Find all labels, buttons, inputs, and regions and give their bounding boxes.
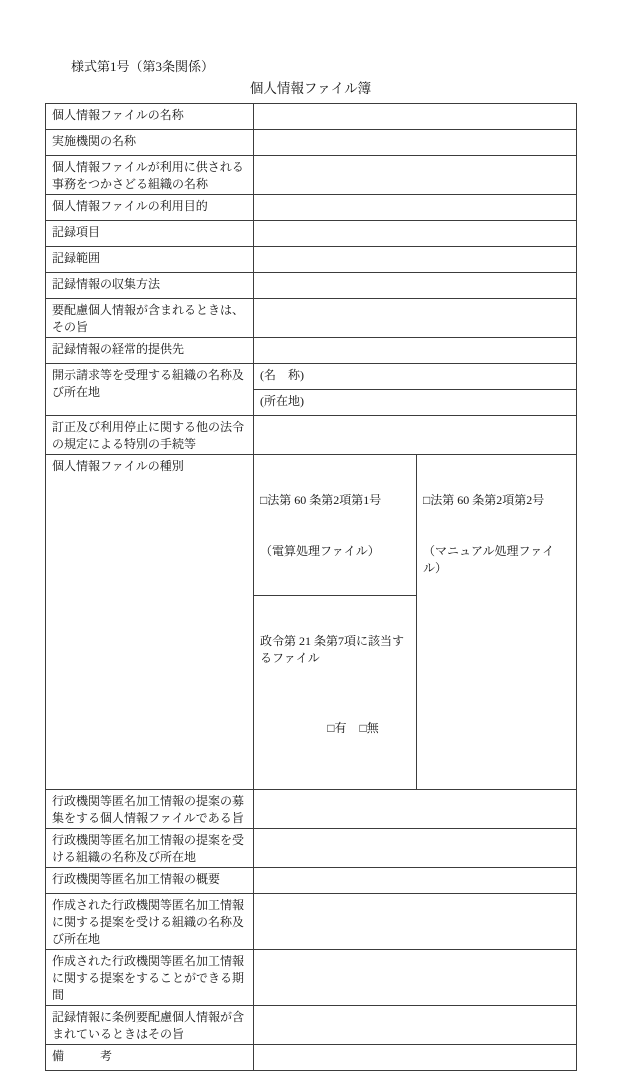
form-number: 様式第1号（第3条関係） (71, 59, 215, 74)
value-cell-correction-procedures (254, 416, 577, 455)
table-row (46, 156, 577, 195)
value-cell-collection-method (254, 273, 577, 299)
row-label-organization-in-charge: 個人情報ファイルが利用に供される事務をつかさどる組織の名称 (46, 156, 254, 195)
value-cell-category-manual (417, 455, 577, 790)
value-cell-disclosure-org-name: (名 称) (254, 364, 577, 390)
table-row (46, 221, 577, 247)
value-cell-created-anonymized-proposal-period (254, 950, 577, 1006)
value-cell-anonymized-proposal-recipient-org (254, 829, 577, 868)
row-label-disclosure-request-org: 開示請求等を受理する組織の名称及び所在地 (46, 364, 254, 416)
value-cell-created-anonymized-proposal-org (254, 894, 577, 950)
row-label-created-anonymized-proposal-org: 作成された行政機関等匿名加工情報に関する提案を受ける組織の名称及び所在地 (46, 894, 254, 950)
value-cell-remarks (254, 1045, 577, 1071)
row-label-anonymized-info-overview: 行政機関等匿名加工情報の概要 (46, 868, 254, 894)
value-cell-category-computerized (254, 455, 417, 596)
category-computerized-label: （電算処理ファイル） (260, 544, 380, 558)
row-label-purpose-of-use: 個人情報ファイルの利用目的 (46, 195, 254, 221)
value-cell-disclosure-org-address: (所在地) (254, 390, 577, 416)
yes-no-line (260, 703, 410, 754)
row-label-file-name: 個人情報ファイルの名称 (46, 104, 254, 130)
row-label-recorded-items: 記録項目 (46, 221, 254, 247)
value-cell-recorded-items (254, 221, 577, 247)
table-row (46, 416, 577, 455)
table-row (46, 790, 577, 829)
value-cell-anonymized-proposal-solicitation (254, 790, 577, 829)
checkbox-option-law60-2-2: □法第 60 条第2項第2号 (423, 493, 545, 507)
table-row (46, 868, 577, 894)
table-row (46, 1045, 577, 1071)
value-cell-ordinance-sensitive-info (254, 1006, 577, 1045)
cabinet-order-text: 政令第 21 条第7項に該当するファイル (260, 634, 405, 665)
category-manual-label: （マニュアル処理ファイル） (423, 544, 555, 575)
table-row (46, 364, 577, 390)
table-row (46, 130, 577, 156)
checkbox-option-law60-2-1: □法第 60 条第2項第1号 (260, 493, 382, 507)
row-label-anonymized-proposal-recipient-org: 行政機関等匿名加工情報の提案を受ける組織の名称及び所在地 (46, 829, 254, 868)
table-row (46, 894, 577, 950)
row-label-anonymized-proposal-solicitation: 行政機関等匿名加工情報の提案の募集をする個人情報ファイルである旨 (46, 790, 254, 829)
value-cell-file-name (254, 104, 577, 130)
row-label-remarks: 備 考 (46, 1045, 254, 1071)
value-cell-anonymized-info-overview (254, 868, 577, 894)
checkbox-yes: □有 (327, 721, 347, 735)
page-title: 個人情報ファイル簿 (249, 81, 372, 96)
table-row (46, 338, 577, 364)
row-label-agency-name: 実施機関の名称 (46, 130, 254, 156)
value-cell-cabinet-order-file (254, 596, 417, 790)
value-cell-organization-in-charge (254, 156, 577, 195)
row-label-ordinance-sensitive-info: 記録情報に条例要配慮個人情報が含まれているときはその旨 (46, 1006, 254, 1045)
table-row (46, 1006, 577, 1045)
row-label-created-anonymized-proposal-period: 作成された行政機関等匿名加工情報に関する提案をすることができる期間 (46, 950, 254, 1006)
checkbox-no: □無 (359, 721, 379, 735)
table-row (46, 950, 577, 1006)
table-row (46, 455, 577, 596)
table-row (46, 273, 577, 299)
table-row (46, 829, 577, 868)
table-row (46, 299, 577, 338)
row-label-correction-procedures: 訂正及び利用停止に関する他の法令の規定による特別の手続等 (46, 416, 254, 455)
row-label-collection-method: 記録情報の収集方法 (46, 273, 254, 299)
value-cell-sensitive-info (254, 299, 577, 338)
table-row (46, 104, 577, 130)
table-row (46, 247, 577, 273)
value-cell-purpose-of-use (254, 195, 577, 221)
row-label-record-scope: 記録範囲 (46, 247, 254, 273)
value-cell-record-scope (254, 247, 577, 273)
table-row (46, 195, 577, 221)
value-cell-agency-name (254, 130, 577, 156)
value-cell-routine-recipients (254, 338, 577, 364)
row-label-sensitive-info: 要配慮個人情報が含まれるときは、その旨 (46, 299, 254, 338)
row-label-file-category: 個人情報ファイルの種別 (46, 455, 254, 790)
personal-info-file-register-table (45, 103, 577, 1071)
row-label-routine-recipients: 記録情報の経常的提供先 (46, 338, 254, 364)
